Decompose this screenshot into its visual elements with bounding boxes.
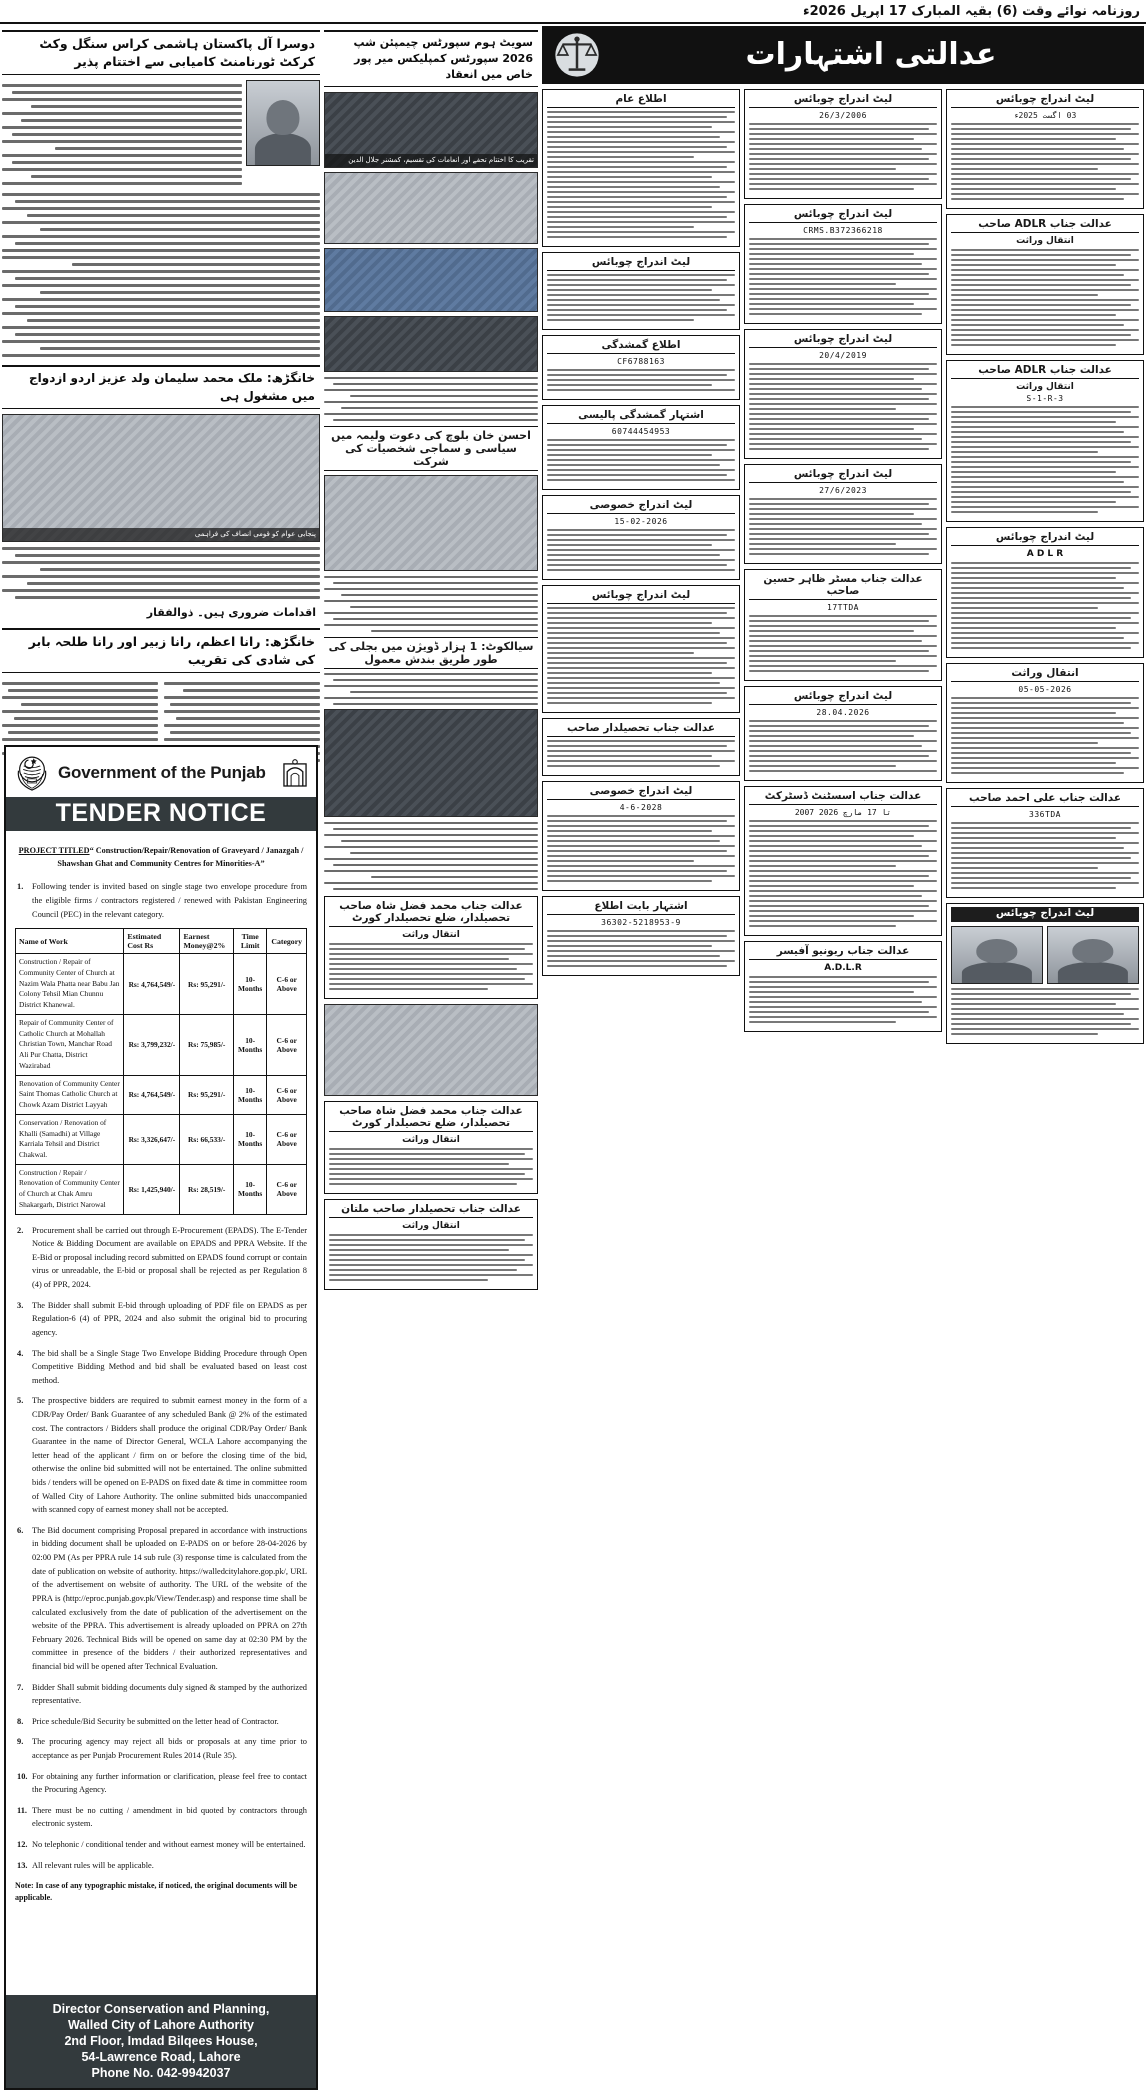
tender-header: [6, 747, 316, 797]
court-advertisements-section: [542, 26, 1144, 2092]
tender-item-5-text: The prospective bidders are required to submit earnest money in the form of a CDR/Pay Order/ Bank Guarantee of any scheduled Bank @ 2% of the estimated cost. The contractors / Bidders shall produce the original CDR/Pay Order/ Bank Guarantee in the name of Director General, WCLA Lahore accompanying the letter head of the applicant / firm on or before the closing time of the bid, otherwise the online bid submitted will not be entertained. The online submitted bids / tenders will be opened on E-PADS on fixed date & time in committee room of Walled City of Lahore Authority. The online submitted bids unaccompanied with scanned copy of earnest money shall not be accepted.: [32, 1396, 307, 1515]
ad-subheading: A D L R: [1026, 549, 1064, 559]
row1-cost: Rs: 4,764,549/-: [124, 954, 180, 1015]
scales-of-justice-icon: [552, 31, 602, 79]
sports-ceremony-photo-3: [324, 248, 538, 312]
tender-item-8: [15, 1715, 307, 1729]
ad-reference-code: 4-6-2028: [619, 803, 663, 812]
court-ad-subheading-middle-1: انتقال وراثت: [402, 929, 460, 940]
court-ad-1-4: [542, 405, 740, 490]
court-ad-subheading-middle-3: انتقال وراثت: [402, 1220, 460, 1231]
tender-item-7-text: Bidder Shall submit bidding documents duly signed & stamped by the authorized representative.: [32, 1682, 307, 1706]
row1-name: Construction / Repair of Community Center of Church at Nazim Wala Phatta near Babu Jan Colony Tehsil Mian Chunnu District Khanewal.: [16, 954, 124, 1015]
middle-news-column: [324, 26, 538, 2092]
court-ad-1-5: [542, 495, 740, 580]
row2-name: Repair of Community Center of Catholic Church at Mohallah Christian Town, Manchar Road Ali Pur Chatta, District Wazirabad: [16, 1014, 124, 1075]
row5-name: Construction / Repair / Renovation of Community Center of Church at Chak Amru Shakargarh, District Narowal: [16, 1164, 124, 1214]
ad-heading: اشتہار گمشدگی پالیسی: [547, 409, 735, 424]
ad-heading: عدالت جناب ADLR صاحب: [951, 364, 1139, 379]
tender-table-head: [16, 929, 307, 954]
court-ad-heading-middle-1: عدالت جناب محمد فضل شاہ صاحب تحصیلدار، ضلع تحصیلدار کورٹ: [329, 900, 533, 927]
footer-line-3: 2nd Floor, Imdad Bilqees House,: [64, 2034, 258, 2048]
row5-earnest: Rs: 28,519/-: [180, 1164, 234, 1214]
ad-heading: لیٹ اندراج خصوصی: [547, 499, 735, 514]
row2-time: 10-Months: [233, 1014, 266, 1075]
ad-photo-row: [951, 926, 1139, 984]
ad-reference-code: 28.04.2026: [816, 708, 870, 717]
ad-reference-code: 26/3/2006: [819, 111, 867, 120]
court-ad-3-6: [946, 788, 1144, 898]
court-ad-subheading-middle-2: انتقال وراثت: [402, 1134, 460, 1145]
tender-item-1-text: Following tender is invited based on single stage two envelope procedure from the eligible firms / contractors registered / renewed with Pakistan Engineering Council (PEC) in the relevant category.: [32, 882, 307, 919]
left-article-text-2: [2, 193, 320, 357]
court-ad-2-1: [744, 89, 942, 199]
ad-reference-code: S-1-R-3: [1026, 394, 1064, 403]
table-header-row: [16, 929, 307, 954]
court-ad-heading-middle-2: عدالت جناب محمد فضل شاہ صاحب تحصیلدار، ضلع تحصیلدار کورٹ: [329, 1105, 533, 1132]
ad-reference-code: 2007 تا 17 مارچ 2026: [794, 808, 892, 817]
court-ad-heading-middle-3: عدالت جناب تحصیلدار صاحب ملتان: [329, 1203, 533, 1218]
col-category: Category: [267, 929, 307, 954]
ad-reference-code: 36302-5218953-9: [601, 918, 681, 927]
kicker-justice: اقدامات ضروری ہیں۔ ذوالفقار: [146, 606, 316, 620]
court-ad-3-5: [946, 663, 1144, 783]
person-portrait-photo: [246, 80, 320, 166]
row2-earnest: Rs: 75,985/-: [180, 1014, 234, 1075]
tender-item-2: [15, 1224, 307, 1292]
project-title: [17, 845, 305, 870]
court-ad-2-3: [744, 329, 942, 459]
page-masthead: [0, 0, 1146, 22]
sports-ceremony-photo-2: [324, 172, 538, 244]
ad-heading: انتقال وراثت: [951, 667, 1139, 682]
tender-item-10-text: For obtaining any further information or clarification, please feel free to contact the Procuring Agency.: [32, 1771, 307, 1795]
row4-name: Conservation / Renovation of Khalli (Samadhi) at Village Karriala Tehsil and District Chakwal.: [16, 1114, 124, 1164]
tender-item-6: [15, 1524, 307, 1674]
court-ad-1-6: [542, 585, 740, 713]
tender-item-13-number: 13.: [17, 1860, 28, 1870]
tender-item-4-text: The bid shall be a Single Stage Two Envelope Bidding Procedure through Open Competitive Bidding Method and bid shall be evaluated based on least cost method.: [32, 1348, 307, 1385]
ad-reference-code: 27/6/2023: [819, 486, 867, 495]
sports-ceremony-photo-1: [324, 92, 538, 168]
court-ad-2-2: [744, 204, 942, 324]
court-ad-middle-2: [324, 1101, 538, 1194]
ad-subheading: انتقال وراثت: [1016, 382, 1074, 392]
court-ad-middle-1: [324, 896, 538, 999]
ad-reference-code: 17TTDA: [827, 603, 859, 612]
row1-time: 10-Months: [233, 954, 266, 1015]
court-ad-1-9: [542, 896, 740, 976]
gathering-group-photo: [324, 475, 538, 571]
headline-sialkot-power: سیالکوٹ: 1 ہزار ڈویژن میں بجلی کی طور طریق بندش معمول: [324, 637, 538, 669]
row5-cost: Rs: 1,425,940/-: [124, 1164, 180, 1214]
court-ad-1-3: [542, 335, 740, 400]
tender-item-9-text: The procuring agency may reject all bids or proposals at any time prior to acceptance as per Punjab Procurement Rules 2014 (Rule 35).: [32, 1737, 307, 1760]
court-ads-column-3: [946, 89, 1144, 1049]
court-ad-1-2: [542, 252, 740, 330]
ad-heading: لیٹ اندراج چوبائس: [749, 208, 937, 223]
masthead-text: روزنامہ نوائے وقت (6) بقیہ المبارک 17 اپریل 2026ء: [802, 3, 1140, 19]
tender-item-13: [15, 1859, 307, 1873]
table-row: [16, 1075, 307, 1114]
middle-article-text-1: [324, 377, 538, 421]
court-ad-2-4: [744, 464, 942, 564]
court-ad-2-8: [744, 941, 942, 1032]
ad-reference-code: 20/4/2019: [819, 351, 867, 360]
court-ad-3-3: [946, 360, 1144, 522]
tender-item-8-number: 8.: [17, 1716, 24, 1726]
middle-article-text-2: [324, 576, 538, 632]
headline-cricket: دوسرا آل پاکستان ہاشمی کراس سنگل وکٹ کرکٹ ٹورنامنٹ کامیابی سے اختتام پذیر: [2, 30, 320, 75]
ad-reference-code: 05-05-2026: [1018, 685, 1072, 694]
tender-item-11-text: There must be no cutting / amendment in bid quoted by contractors through electronic system.: [32, 1805, 307, 1829]
tender-item-1: [15, 880, 307, 921]
row4-time: 10-Months: [233, 1114, 266, 1164]
wedding-group-photo: [2, 414, 320, 542]
tender-item-4: [15, 1347, 307, 1388]
tender-item-11: [15, 1804, 307, 1831]
row5-category: C-6 or Above: [267, 1164, 307, 1214]
table-row: [16, 1114, 307, 1164]
sports-photo-caption: تقریب کا اختتام تحفے اور انعامات کی تقسیم، کمشنر جلال الدین: [325, 154, 537, 167]
headline-marriage-2: خانگڑھ: رانا اعظم، رانا زبیر اور رانا طلحہ بابر کی شادی کی تقریب: [2, 628, 320, 673]
court-ad-1-1: [542, 89, 740, 247]
ad-reference-code: CF6788163: [617, 357, 665, 366]
left-article-text-3: [2, 547, 320, 599]
ad-heading: لیٹ اندراج چوبائس: [951, 531, 1139, 546]
tender-item-12-number: 12.: [17, 1840, 28, 1850]
ad-heading: اطلاع گمشدگی: [547, 339, 735, 354]
tender-item-3-number: 3.: [17, 1300, 24, 1310]
tender-item-9: [15, 1735, 307, 1762]
tender-item-1-number: 1.: [17, 882, 24, 892]
person-photo-middle: [324, 1004, 538, 1096]
tender-typographic-note: Note: In case of any typographic mistake, if noticed, the original documents will be applicable.: [15, 1881, 297, 1903]
row3-cost: Rs: 4,764,549/-: [124, 1075, 180, 1114]
headline-sports-championship: سویٹ ہوم سپورٹس چیمپئن شپ 2026 سپورٹس کمپلیکس میر پور خاص میں انعقاد: [324, 30, 538, 87]
tender-issuing-authority-footer: [6, 1995, 316, 2088]
table-row: [16, 1014, 307, 1075]
tender-item-2-number: 2.: [17, 1225, 24, 1235]
court-ad-2-6: [744, 686, 942, 781]
court-ads-column-1: [542, 89, 740, 1049]
tender-notice-banner-title: TENDER NOTICE: [6, 797, 316, 831]
ad-heading: عدالت جناب تحصیلدار صاحب: [547, 722, 735, 737]
sports-ceremony-photo-4: [324, 316, 538, 372]
court-ad-2-5: [744, 569, 942, 681]
tender-item-3: [15, 1299, 307, 1340]
footer-line-2: Walled City of Lahore Authority: [68, 2018, 254, 2032]
ad-heading: عدالت جناب اسسٹنٹ ڈسٹرکٹ: [749, 790, 937, 805]
ad-reference-code: 336TDA: [1029, 810, 1061, 819]
ad-heading: عدالت جناب ریونیو آفیسر: [749, 945, 937, 960]
headline-waleema-gathering: احسن خان بلوچ کی دعوت ولیمہ میں سیاسی و سماجی شخصیات کی شرکت: [324, 426, 538, 471]
row2-category: C-6 or Above: [267, 1014, 307, 1075]
col-estimated-cost: Estimated Cost Rs: [124, 929, 180, 954]
footer-line-5: Phone No. 042-9942037: [91, 2066, 231, 2080]
left-article-text-1: [2, 80, 242, 189]
tender-table-body: [16, 954, 307, 1214]
tender-item-6-text: The Bid document comprising Proposal prepared in accordance with instructions in bidding document shall be uploaded on E-PADS on or before 28-04-2026 by 02:00 PM (As per PPRA rule 14 sub rule (3) response time is calculated from the date of publication on website of authority. https://walledcitylahore.gop.pk/, URL of the advertisement on website of authority. The URL of the website of the PPRA is (http://eproc.punjab.gov.pk/View/Tender.asp) and response time shall be calculated exclusively from the date of publication of the advertisement on the website of the PPRA. This advertisement is already uploaded on PPRA on 27th February 2026. Technical Bids will be opened on same day at 02:30 PM by the committee in presence of the bidders / their authorized representatives and financial bid will be opened after Technical Evaluation.: [32, 1525, 307, 1671]
ad-heading: لیٹ اندراج چوبائس: [951, 907, 1139, 922]
ad-heading: لیٹ اندراج چوبائس: [749, 333, 937, 348]
tender-item-8-text: Price schedule/Bid Security be submitted on the letter head of Contractor.: [32, 1716, 279, 1726]
ad-reference-code: CRMS.B372366218: [803, 226, 883, 235]
table-row: [16, 1164, 307, 1214]
tender-item-7: [15, 1681, 307, 1708]
tender-item-9-number: 9.: [17, 1737, 24, 1747]
tender-body: [6, 831, 316, 1904]
col-earnest-money: Earnest Money@2%: [180, 929, 234, 954]
tender-item-12-text: No telephonic / conditional tender and without earnest money will be entertained.: [32, 1840, 306, 1850]
ad-reference-code: 03 اگست 2025ء: [1013, 111, 1077, 120]
court-ad-3-1: [946, 89, 1144, 209]
ad-heading: لیٹ اندراج چوبائس: [749, 93, 937, 108]
tender-item-6-number: 6.: [17, 1525, 24, 1535]
tender-item-7-number: 7.: [17, 1682, 24, 1692]
award-ceremony-photo: [324, 709, 538, 817]
row3-earnest: Rs: 95,291/-: [180, 1075, 234, 1114]
ad-subheading: انتقال وراثت: [1016, 236, 1074, 246]
government-of-punjab-label: Government of the Punjab: [58, 763, 266, 782]
row3-category: C-6 or Above: [267, 1075, 307, 1114]
court-ad-3-7: [946, 903, 1144, 1044]
tender-item-11-number: 11.: [17, 1805, 28, 1815]
footer-line-4: 54-Lawrence Road, Lahore: [81, 2050, 241, 2064]
ad-heading: عدالت جناب ADLR صاحب: [951, 218, 1139, 233]
ad-heading: اشتہار بابت اطلاع: [547, 900, 735, 915]
row2-cost: Rs: 3,799,232/-: [124, 1014, 180, 1075]
ad-heading: عدالت جناب علی احمد صاحب: [951, 792, 1139, 807]
court-ad-2-7: [744, 786, 942, 936]
project-title-text: “ Construction/Repair/Renovation of Graveyard / Janazgah / Shawshan Ghat and Community Centres for Minorities-A”: [57, 846, 304, 868]
tender-conditions-list-continued: [15, 1224, 307, 1873]
court-ad-1-7: [542, 718, 740, 776]
ad-person-photo-1: [951, 926, 1043, 984]
wcla-logo-icon: [282, 757, 308, 789]
ad-heading: عدالت جناب مسٹر ظاہر حسین صاحب: [749, 573, 937, 600]
court-ad-middle-3: [324, 1199, 538, 1290]
middle-article-text-3: [324, 673, 538, 705]
tender-item-10-number: 10.: [17, 1771, 28, 1781]
photo-caption-1: پنجابی عوام کو قومی انصاف کی فراہمی: [3, 528, 319, 541]
tender-works-table: [15, 928, 307, 1214]
left-photo-row: [2, 80, 320, 189]
ad-heading: لیٹ اندراج چوبائس: [749, 468, 937, 483]
ad-heading: اطلاع عام: [547, 93, 735, 108]
row3-time: 10-Months: [233, 1075, 266, 1114]
col-name-of-work: Name of Work: [16, 929, 124, 954]
tender-item-5-number: 5.: [17, 1396, 24, 1406]
project-title-label: PROJECT TITLED: [18, 846, 90, 855]
court-ads-title: عدالتی اشتہارات: [745, 37, 997, 72]
court-ad-3-2: [946, 214, 1144, 355]
col-time-limit: Time Limit: [233, 929, 266, 954]
tender-item-3-text: The Bidder shall submit E-bid through uploading of PDF file on EPADS as per Regulation-6 (4) of PPR, 2024 and also submit the original bid to procuring agency.: [32, 1300, 307, 1337]
ad-heading: لیٹ اندراج خصوصی: [547, 785, 735, 800]
ad-reference-code: 60744454953: [611, 427, 671, 436]
headline-marriage-1: خانگڑھ: ملک محمد سلیمان ولد عزیز اردو ازدواج میں مشغول ہی: [2, 365, 320, 409]
middle-article-text-4: [324, 822, 538, 890]
court-ads-column-2: [744, 89, 942, 1049]
ad-heading: لیٹ اندراج چوبائس: [749, 690, 937, 705]
tender-item-2-text: Procurement shall be carried out through E-Procurement (EPADS). The E-Tender Notice & Bidding Document are available on EPADS and PPRA Website. If the E-Bid or proposal including record submitted on EPADS found corrupt or contain virus or unreadable, the E-bid or proposal shall be rejected as per Regulation 8 (4) of PPR, 2024.: [32, 1225, 307, 1290]
ad-subheading: A.D.L.R: [824, 963, 862, 973]
tender-notice-advertisement: [4, 745, 318, 2090]
ad-heading: لیٹ اندراج چوبائس: [547, 256, 735, 271]
tender-item-5: [15, 1394, 307, 1516]
row4-earnest: Rs: 66,533/-: [180, 1114, 234, 1164]
row1-earnest: Rs: 95,291/-: [180, 954, 234, 1015]
ad-heading: لیٹ اندراج چوبائس: [547, 589, 735, 604]
row3-name: Renovation of Community Center Saint Thomas Catholic Church at Chowk Azam District Layyah: [16, 1075, 124, 1114]
row1-category: C-6 or Above: [267, 954, 307, 1015]
row4-category: C-6 or Above: [267, 1114, 307, 1164]
ad-reference-code: 15-02-2026: [614, 517, 668, 526]
tender-item-13-text: All relevant rules will be applicable.: [32, 1860, 154, 1870]
tender-item-4-number: 4.: [17, 1348, 24, 1358]
court-ad-3-4: [946, 527, 1144, 658]
ad-person-photo-2: [1047, 926, 1139, 984]
masthead-rule: [0, 22, 1146, 24]
table-row: [16, 954, 307, 1015]
footer-line-1: Director Conservation and Planning,: [52, 2002, 270, 2016]
tender-item-12: [15, 1838, 307, 1852]
court-ads-columns: [542, 89, 1144, 1049]
tender-conditions-list: [15, 880, 307, 921]
court-ads-banner: [542, 26, 1144, 84]
punjab-government-crest-icon: [14, 753, 50, 793]
tender-item-10: [15, 1770, 307, 1797]
court-ad-1-8: [542, 781, 740, 891]
row5-time: 10-Months: [233, 1164, 266, 1214]
row4-cost: Rs: 3,326,647/-: [124, 1114, 180, 1164]
ad-heading: لیٹ اندراج چوبائس: [951, 93, 1139, 108]
